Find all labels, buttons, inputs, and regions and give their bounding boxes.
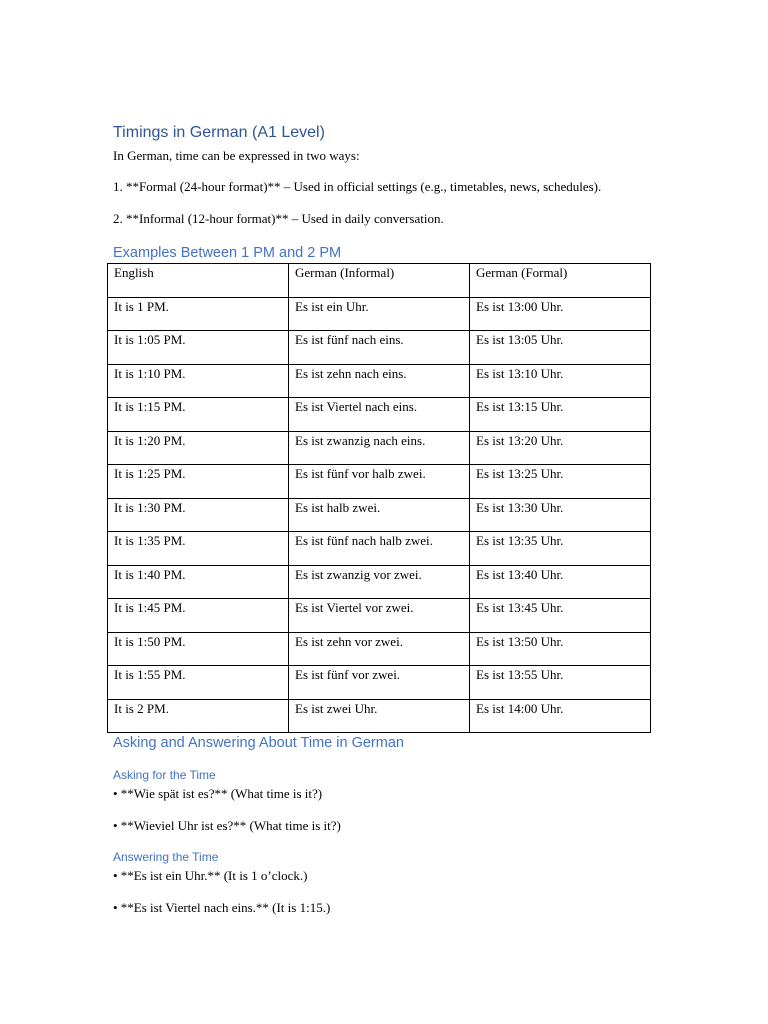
cell-formal: Es ist 14:00 Uhr. [470,699,651,733]
table-row [108,699,651,733]
table-row [108,431,651,465]
cell-english: It is 1 PM. [108,297,289,331]
cell-informal: Es ist zwanzig vor zwei. [289,565,470,599]
answer-line-1: • **Es ist ein Uhr.** (It is 1 o’clock.) [113,868,308,883]
asking-heading: Asking and Answering About Time in German [113,735,404,751]
cell-formal: Es ist 13:40 Uhr. [470,565,651,599]
cell-formal: Es ist 13:05 Uhr. [470,331,651,365]
cell-informal: Es ist zwanzig nach eins. [289,431,470,465]
cell-english: It is 1:20 PM. [108,431,289,465]
cell-english: It is 1:05 PM. [108,331,289,365]
cell-english: It is 1:15 PM. [108,398,289,432]
cell-english: It is 1:30 PM. [108,498,289,532]
table-row [108,465,651,499]
intro-paragraph: In German, time can be expressed in two ways: [113,148,360,163]
table-row [108,398,651,432]
examples-heading: Examples Between 1 PM and 2 PM [113,245,342,261]
ask-line-2: • **Wieviel Uhr ist es?** (What time is it?) [113,818,341,833]
cell-formal: Es ist 13:35 Uhr. [470,532,651,566]
cell-informal: Es ist fünf nach halb zwei. [289,532,470,566]
table-row [108,498,651,532]
header-cell-informal: German (Informal) [289,264,470,298]
cell-informal: Es ist fünf vor zwei. [289,666,470,700]
header-cell-english: English [108,264,289,298]
ask-line-1: • **Wie spät ist es?** (What time is it?) [113,786,323,801]
cell-informal: Es ist zehn nach eins. [289,364,470,398]
cell-english: It is 1:40 PM. [108,565,289,599]
table-row [108,599,651,633]
cell-informal: Es ist Viertel nach eins. [289,398,470,432]
cell-informal: Es ist zwei Uhr. [289,699,470,733]
table-row [108,364,651,398]
informal-point: 2. **Informal (12-hour format)** – Used in daily conversation. [113,211,444,226]
cell-informal: Es ist fünf vor halb zwei. [289,465,470,499]
cell-english: It is 1:35 PM. [108,532,289,566]
table-header-row [108,264,651,298]
cell-formal: Es ist 13:10 Uhr. [470,364,651,398]
time-examples-table [107,263,651,733]
cell-english: It is 1:10 PM. [108,364,289,398]
cell-informal: Es ist fünf nach eins. [289,331,470,365]
cell-informal: Es ist ein Uhr. [289,297,470,331]
cell-informal: Es ist halb zwei. [289,498,470,532]
cell-informal: Es ist zehn vor zwei. [289,632,470,666]
table-row [108,666,651,700]
table-row [108,632,651,666]
asking-subheading: Asking for the Time [113,768,216,782]
cell-formal: Es ist 13:25 Uhr. [470,465,651,499]
cell-formal: Es ist 13:30 Uhr. [470,498,651,532]
table-row [108,297,651,331]
table-row [108,565,651,599]
cell-formal: Es ist 13:45 Uhr. [470,599,651,633]
formal-point: 1. **Formal (24-hour format)** – Used in official settings (e.g., timetables, news, schedules). [113,179,602,194]
answering-subheading: Answering the Time [113,850,219,864]
cell-english: It is 2 PM. [108,699,289,733]
cell-english: It is 1:55 PM. [108,666,289,700]
header-cell-formal: German (Formal) [470,264,651,298]
table-row [108,331,651,365]
cell-formal: Es ist 13:20 Uhr. [470,431,651,465]
cell-english: It is 1:45 PM. [108,599,289,633]
cell-formal: Es ist 13:50 Uhr. [470,632,651,666]
cell-formal: Es ist 13:00 Uhr. [470,297,651,331]
answer-line-2: • **Es ist Viertel nach eins.** (It is 1:15.) [113,900,331,915]
cell-formal: Es ist 13:15 Uhr. [470,398,651,432]
table-row [108,532,651,566]
cell-informal: Es ist Viertel vor zwei. [289,599,470,633]
document-title: Timings in German (A1 Level) [113,124,325,141]
cell-english: It is 1:25 PM. [108,465,289,499]
cell-formal: Es ist 13:55 Uhr. [470,666,651,700]
cell-english: It is 1:50 PM. [108,632,289,666]
